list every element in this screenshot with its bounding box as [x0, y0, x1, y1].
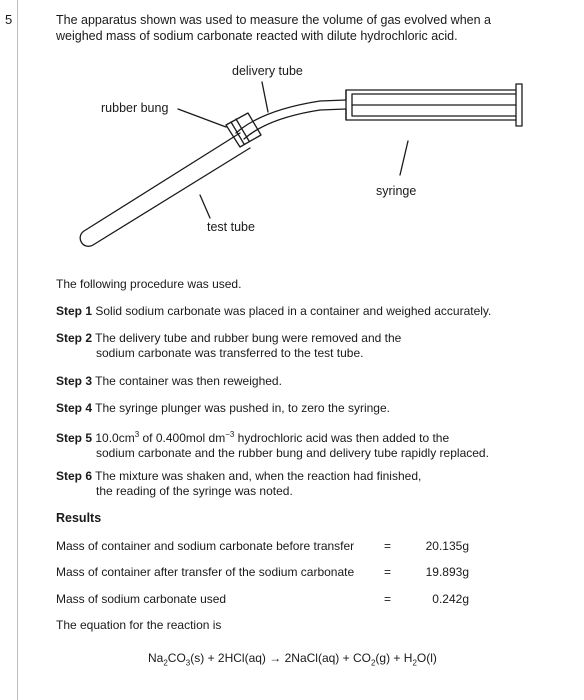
label-syringe: syringe	[376, 184, 417, 198]
subscript: 2	[370, 658, 376, 668]
label-delivery-tube: delivery tube	[232, 64, 303, 78]
result-row-label: Mass of container and sodium carbonate before transfer	[56, 539, 355, 553]
eq-part: (s) + 2HCl(aq) → 2NaCl(aq) + CO	[190, 651, 371, 665]
step-label: Step 3	[56, 374, 93, 388]
label-test-tube: test tube	[207, 220, 255, 234]
intro-line-1: The apparatus shown was used to measure the volume of gas evolved when a	[56, 13, 491, 27]
leader-syringe	[400, 141, 408, 175]
step-label: Step 1	[56, 304, 93, 318]
superscript: 3	[134, 430, 140, 439]
step-label: Step 5	[56, 431, 93, 445]
step-6	[56, 469, 421, 499]
step-3	[56, 374, 282, 389]
procedure-intro: The following procedure was used.	[56, 277, 242, 291]
intro-line-2: weighed mass of sodium carbonate reacted with dilute hydrochloric acid.	[56, 29, 458, 43]
step-text: 10.0cm	[95, 431, 135, 445]
step-text: The container was then reweighed.	[95, 374, 282, 388]
subscript: 3	[185, 658, 191, 668]
reaction-equation	[148, 651, 437, 667]
superscript: −3	[225, 430, 235, 439]
result-row-label: Mass of sodium carbonate used	[56, 592, 227, 606]
eq-part: O(l)	[416, 651, 437, 665]
result-row-value: 19.893g	[425, 565, 469, 579]
apparatus-diagram	[0, 0, 584, 300]
step-text: Solid sodium carbonate was placed in a container and weighed accurately.	[95, 304, 492, 318]
label-rubber-bung: rubber bung	[101, 101, 169, 115]
step-2	[56, 331, 401, 361]
step-text: hydrochloric acid was then added to the	[234, 431, 450, 445]
step-text-cont: the reading of the syringe was noted.	[96, 484, 293, 498]
step-4	[56, 401, 390, 416]
result-row-equals: =	[384, 565, 392, 579]
result-row-value: 20.135g	[425, 539, 469, 553]
subscript: 2	[412, 658, 417, 668]
step-text: of 0.400mol dm	[139, 431, 226, 445]
step-text-cont: sodium carbonate was transferred to the test tube.	[96, 346, 364, 360]
result-row-equals: =	[384, 592, 392, 606]
eq-part: CO	[167, 651, 186, 665]
step-5	[56, 427, 489, 461]
result-row-value: 0.242g	[432, 592, 469, 606]
result-row-equals: =	[384, 539, 392, 553]
step-text: The mixture was shaken and, when the reaction had finished,	[95, 469, 422, 483]
subscript: 2	[163, 658, 168, 668]
step-text: The syringe plunger was pushed in, to zero the syringe.	[95, 401, 390, 415]
eq-part: Na	[148, 651, 164, 665]
leader-test-tube	[200, 195, 210, 218]
result-row-label: Mass of container after transfer of the sodium carbonate	[56, 565, 355, 579]
results-title: Results	[56, 511, 102, 525]
step-label: Step 4	[56, 401, 93, 415]
leader-rubber-bung	[178, 109, 226, 127]
equation-intro: The equation for the reaction is	[56, 618, 222, 632]
step-label: Step 2	[56, 331, 93, 345]
eq-part: (g) + H	[375, 651, 413, 665]
step-1	[56, 304, 491, 319]
leader-delivery-tube	[262, 82, 268, 112]
step-text-cont: sodium carbonate and the rubber bung and delivery tube rapidly replaced.	[96, 446, 489, 460]
step-text: The delivery tube and rubber bung were removed and the	[95, 331, 402, 345]
question-number: 5	[5, 12, 13, 27]
step-label: Step 6	[56, 469, 93, 483]
